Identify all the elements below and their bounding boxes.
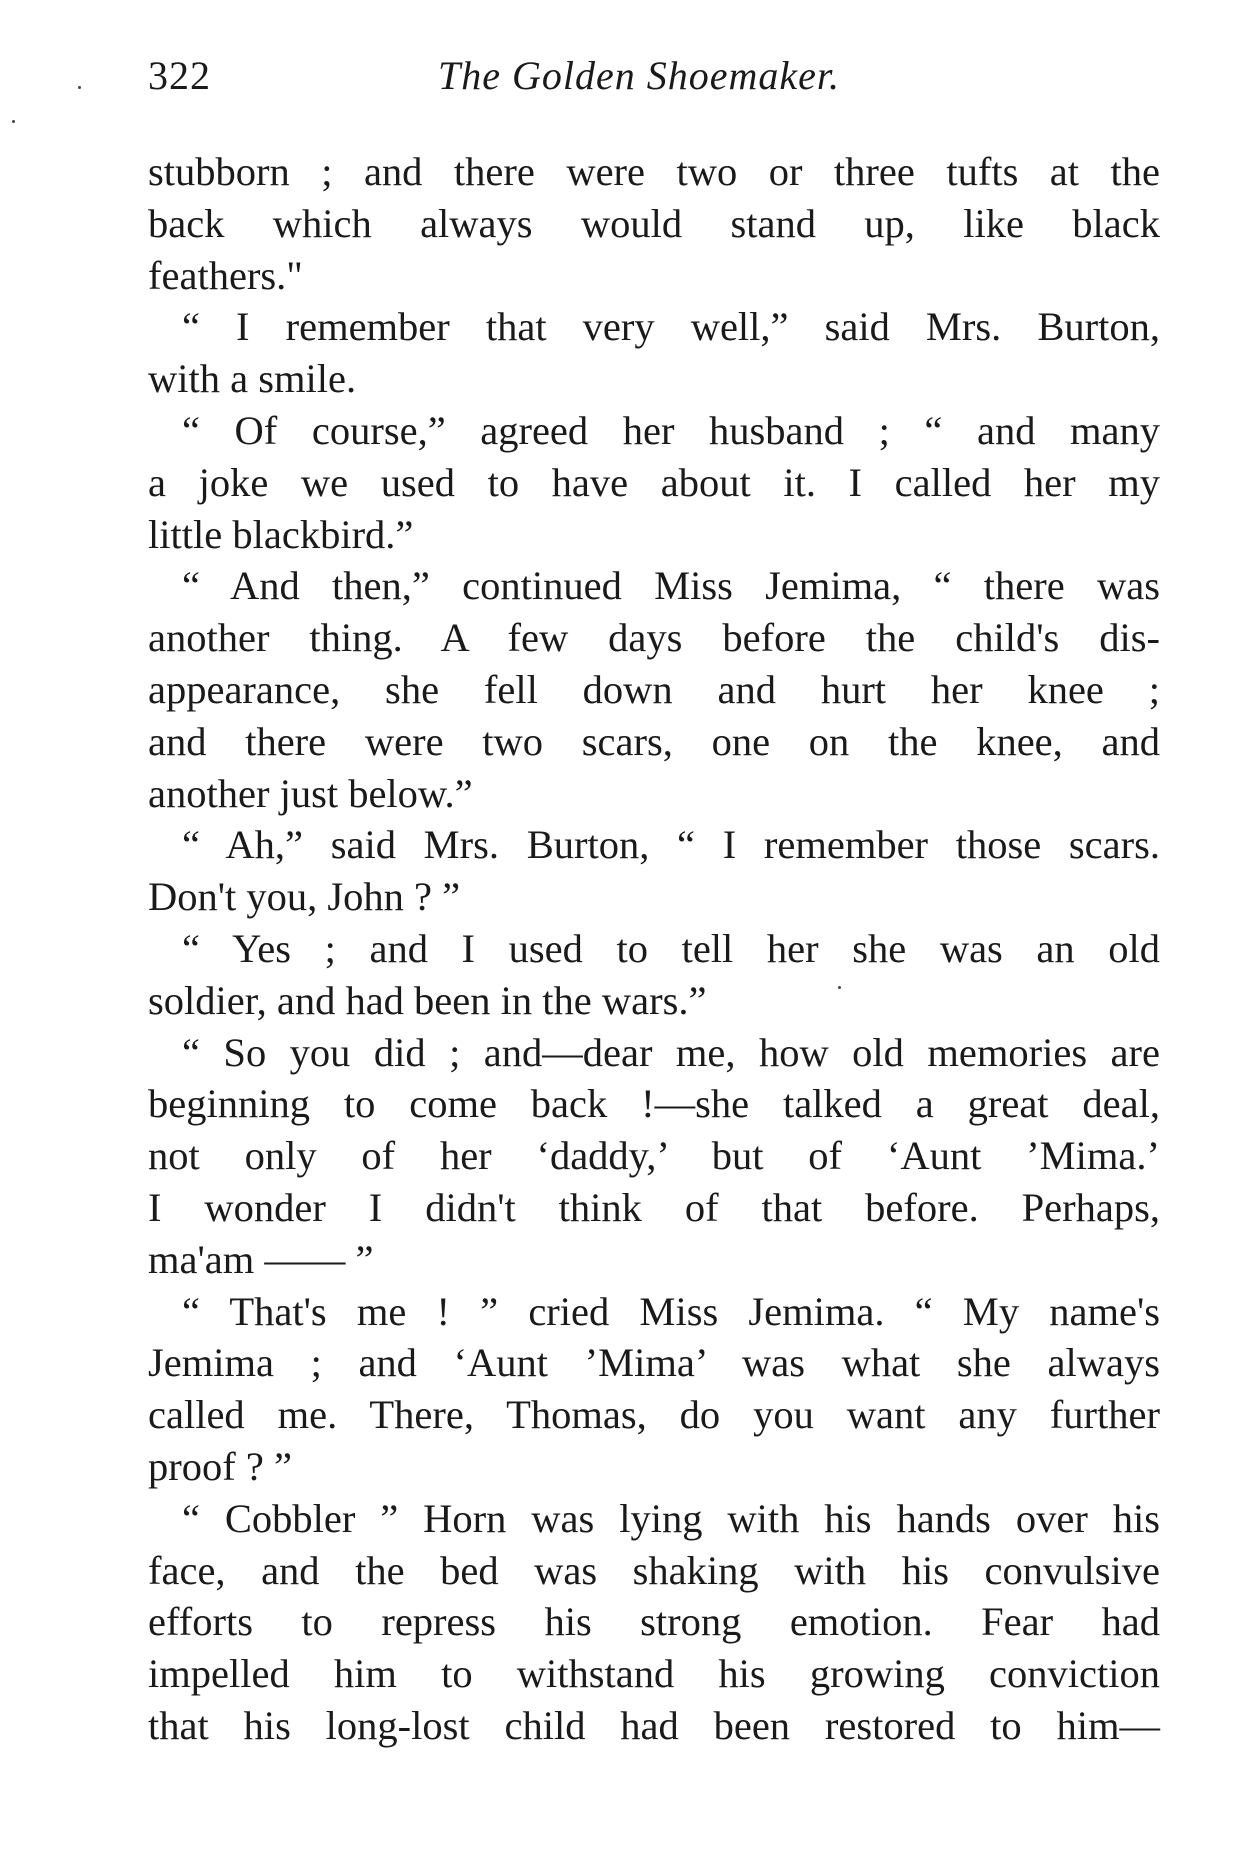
text-line: “ Yes ; and I used to tell her she was an old xyxy=(182,925,1160,971)
paragraph xyxy=(148,146,1160,301)
text-line: “ So you did ; and—dear me, how old memories are xyxy=(182,1029,1160,1075)
page-number: 322 xyxy=(148,53,211,98)
paragraph xyxy=(148,560,1160,819)
text-line: that his long-lost child had been restored to him— xyxy=(148,1702,1160,1748)
paragraph xyxy=(148,405,1160,560)
text-line: and there were two scars, one on the knee, and xyxy=(148,718,1160,764)
text-line: I wonder I didn't think of that before. Perhaps, xyxy=(148,1184,1160,1230)
text-line: called me. There, Thomas, do you want any further xyxy=(148,1392,1160,1438)
paragraph xyxy=(148,819,1160,923)
text-line: “ Cobbler ” Horn was lying with his hands over his xyxy=(182,1495,1160,1541)
print-speck xyxy=(838,986,841,989)
running-title: The Golden Shoemaker. xyxy=(438,53,841,98)
text-line: another thing. A few days before the child's dis- xyxy=(148,615,1160,661)
print-speck xyxy=(12,120,15,123)
text-line: a joke we used to have about it. I called her my xyxy=(148,459,1160,505)
paragraph xyxy=(148,301,1160,405)
body-text xyxy=(148,146,1160,1752)
text-line: Jemima ; and ‘Aunt ’Mima’ was what she always xyxy=(148,1340,1160,1386)
text-line: Don't you, John ? ” xyxy=(148,874,461,920)
text-line: appearance, she fell down and hurt her knee ; xyxy=(148,666,1160,712)
text-line: with a smile. xyxy=(148,356,357,402)
text-line: not only of her ‘daddy,’ but of ‘Aunt ’Mima.’ xyxy=(148,1133,1160,1179)
text-line: another just below.” xyxy=(148,770,473,816)
text-line: little blackbird.” xyxy=(148,511,414,557)
text-line: “ Ah,” said Mrs. Burton, “ I remember those scars. xyxy=(182,822,1160,868)
text-line: impelled him to withstand his growing conviction xyxy=(148,1651,1160,1697)
text-line: back which always would stand up, like black xyxy=(148,200,1160,246)
paragraph xyxy=(148,1493,1160,1752)
page-header xyxy=(148,52,1148,112)
text-line: efforts to repress his strong emotion. Fear had xyxy=(148,1599,1160,1645)
print-speck xyxy=(78,86,81,89)
text-line: proof ? ” xyxy=(148,1443,292,1489)
text-line: “ I remember that very well,” said Mrs. Burton, xyxy=(182,304,1160,350)
text-line: beginning to come back !—she talked a great deal, xyxy=(148,1081,1160,1127)
text-line: ma'am —— ” xyxy=(148,1236,374,1282)
text-line: “ That's me ! ” cried Miss Jemima. “ My name's xyxy=(182,1288,1160,1334)
text-line: “ Of course,” agreed her husband ; “ and many xyxy=(182,407,1160,453)
paragraph xyxy=(148,923,1160,1027)
text-line: stubborn ; and there were two or three tufts at the xyxy=(148,149,1160,194)
text-line: “ And then,” continued Miss Jemima, “ there was xyxy=(182,563,1160,609)
paragraph xyxy=(148,1027,1160,1286)
text-line: face, and the bed was shaking with his convulsive xyxy=(148,1547,1160,1593)
text-line: soldier, and had been in the wars.” xyxy=(148,977,707,1023)
paragraph xyxy=(148,1286,1160,1493)
text-line: feathers." xyxy=(148,252,303,298)
